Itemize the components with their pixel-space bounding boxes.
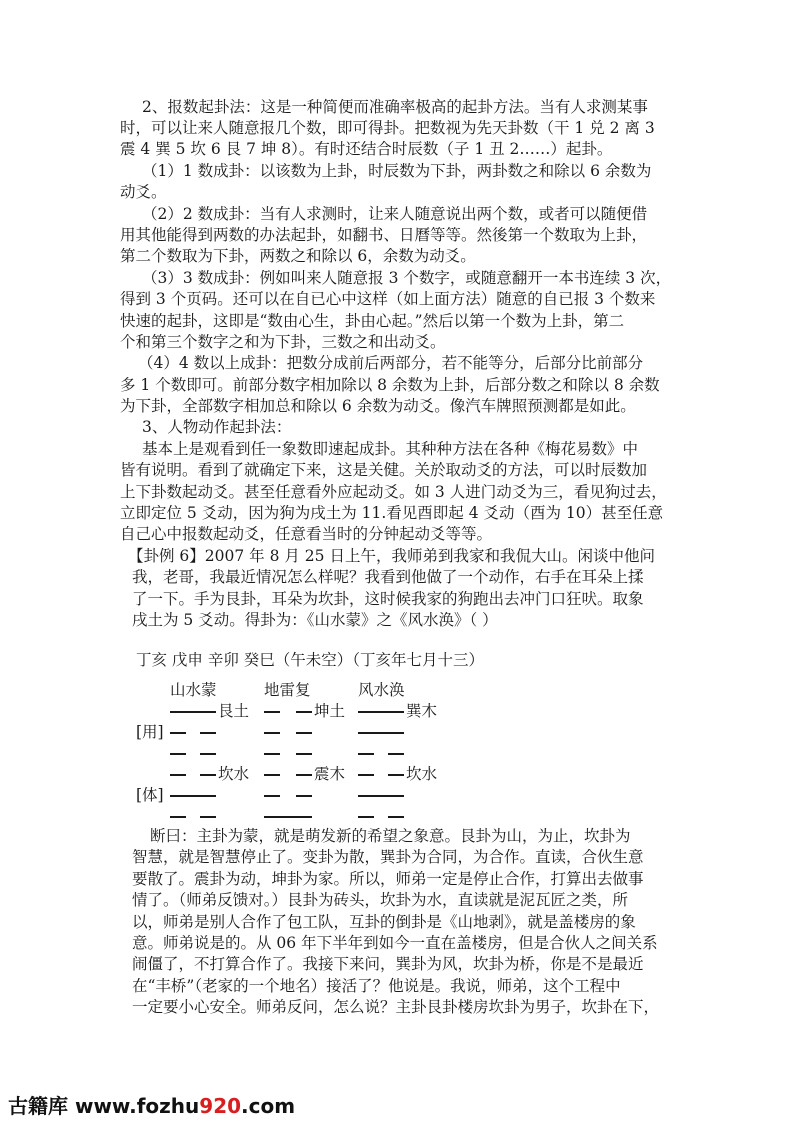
yin-line <box>170 753 186 755</box>
yang-line <box>170 795 216 797</box>
yin-line <box>358 774 374 776</box>
text-line: 闹僵了，不打算合作了。我接下来问，巽卦为风，坎卦为桥，你是不是最近 <box>132 955 644 973</box>
text-line: 得到 3 个页码。还可以在自已心中这样（如上面方法）随意的自已报 3 个数来 <box>120 290 656 308</box>
text-line: 断曰：主卦为蒙，就是萌发新的希望之象意。艮卦为山，为止，坎卦为 <box>150 827 631 845</box>
yin-line <box>296 753 312 755</box>
yin-line <box>358 753 374 755</box>
text-line: （3）3 数成卦：例如叫来人随意报 3 个数字，或随意翻开一本书连续 3 次， <box>142 269 672 287</box>
trigram-label: 震木 <box>314 765 346 783</box>
hexagram-name: 山水蒙 <box>170 681 217 699</box>
text-line: 情了。（师弟反馈对。）艮卦为砖头，坎卦为水，直读就是泥瓦匠之类，所 <box>132 891 629 909</box>
trigram-label: 艮土 <box>218 702 250 720</box>
yin-line <box>296 711 312 713</box>
yin-line <box>388 774 404 776</box>
yin-line <box>200 774 216 776</box>
yang-line <box>358 795 404 797</box>
text-line: 立即定位 5 爻动，因为狗为戌土为 11.看见酉即起 4 爻动（酉为 10）甚至任意 <box>120 504 664 522</box>
text-line: 皆有说明。看到了就确定下来，这是关健。关於取动爻的方法，可以时辰数加 <box>120 461 648 479</box>
ti-marker: [体] <box>136 786 164 804</box>
yin-line <box>200 816 216 818</box>
trigram-label: 坎水 <box>218 765 250 783</box>
yin-line <box>296 732 312 734</box>
text-line: （4）4 数以上成卦：把数分成前后两部分，若不能等分，后部分比前部分 <box>138 354 644 372</box>
yin-line <box>200 732 216 734</box>
site-url-prefix: www.fozhu <box>74 1094 200 1118</box>
text-line: 戌土为 5 爻动。得卦为：《山水蒙》之《风水涣》（ ） <box>132 611 498 629</box>
text-line: 时，可以让来人随意报几个数，即可得卦。把数视为先天卦数（干 1 兑 2 离 3 <box>120 119 655 137</box>
yang-line <box>264 816 312 818</box>
text-line: 动爻。 <box>120 183 167 201</box>
text-line: 意。师弟说是的。从 06 年下半年到如今一直在盖楼房，但是合伙人之间关系 <box>132 934 658 952</box>
site-watermark[interactable] <box>8 1090 295 1119</box>
yin-line <box>296 795 312 797</box>
text-line: 个和第三个数字之和为下卦，三数之和出动爻。 <box>120 333 446 351</box>
ganzhi-line: 丁亥 戊申 辛卯 癸巳（午未空）（丁亥年七月十三） <box>136 651 485 669</box>
yang-line <box>358 711 404 713</box>
site-url-suffix: .com <box>241 1094 296 1118</box>
text-line: 用其他能得到两数的办法起卦，如翻书、日曆等等。然後第一个数取为上卦， <box>120 226 648 244</box>
text-line: 自己心中报数起动爻，任意看当时的分钟起动爻等等。 <box>120 525 493 543</box>
section-heading: 3、人物动作起卦法： <box>142 418 292 436</box>
text-line: 我，老哥，我最近情况怎么样呢？我看到他做了一个动作，右手在耳朵上揉 <box>132 568 644 586</box>
hexagram-name: 风水涣 <box>358 681 405 699</box>
trigram-label: 坤土 <box>314 702 346 720</box>
text-line: 第二个数取为下卦，两数之和除以 6，余数为动爻。 <box>120 247 476 265</box>
yin-line <box>170 732 186 734</box>
yin-line <box>264 711 280 713</box>
yin-line <box>358 816 374 818</box>
yin-line <box>200 753 216 755</box>
text-line: 为下卦，全部数字相加总和除以 6 余数为动爻。像汽车牌照预测都是如此。 <box>120 397 636 415</box>
yin-line <box>264 795 280 797</box>
text-line: 以，师弟是别人合作了包工队，互卦的倒卦是《山地剥》，就是盖楼房的象 <box>132 913 636 931</box>
text-line: 了一下。手为艮卦，耳朵为坎卦，这时候我家的狗跑出去冲门口狂吠。取象 <box>132 590 644 608</box>
yin-line <box>170 816 186 818</box>
text-line: 要散了。震卦为动，坤卦为家。所以，师弟一定是停止合作，打算出去做事 <box>132 870 644 888</box>
text-line: 一定要小心安全。师弟反问，怎么说？主卦艮卦楼房坎卦为男子，坎卦在下， <box>132 998 660 1016</box>
text-line: 在“丰桥”（老家的一个地名）接活了？他说是。我说，师弟，这个工程中 <box>132 977 621 995</box>
text-line: 多 1 个数即可。前部分数字相加除以 8 余数为上卦，后部分数之和除以 8 余数 <box>120 376 660 394</box>
yang-line <box>358 732 404 734</box>
site-name: 古籍库 <box>8 1094 68 1118</box>
text-line: 快速的起卦，这即是“数由心生，卦由心起。”然后以第一个数为上卦，第二 <box>120 312 625 330</box>
site-url-number: 920 <box>199 1094 242 1118</box>
text-line: （1）1 数成卦：以该数为上卦，时辰数为下卦，两卦数之和除以 6 余数为 <box>142 162 652 180</box>
yong-marker: [用] <box>136 723 164 741</box>
yin-line <box>388 816 404 818</box>
text-line: 智慧，就是智慧停止了。变卦为散，巽卦为合同，为合作。直读，合伙生意 <box>132 848 644 866</box>
hexagram-name: 地雷复 <box>264 681 311 699</box>
yin-line <box>264 753 280 755</box>
text-line: 震 4 巽 5 坎 6 艮 7 坤 8）。有时还结合时辰数（子 1 丑 2……）起卦。 <box>120 140 613 158</box>
trigram-label: 巽木 <box>406 702 438 720</box>
yin-line <box>388 753 404 755</box>
yin-line <box>296 774 312 776</box>
trigram-label: 坎水 <box>406 765 438 783</box>
text-line: 基本上是观看到任一象数即速起成卦。其种种方法在各种《梅花易数》中 <box>142 440 639 458</box>
yang-line <box>170 711 216 713</box>
text-line: 2、报数起卦法：这是一种简便而准确率极高的起卦方法。当有人求测某事 <box>142 98 648 116</box>
yin-line <box>170 774 186 776</box>
example-heading: 【卦例 6】2007 年 8 月 25 日上午，我师弟到我家和我侃大山。闲谈中他问 <box>128 547 655 565</box>
text-line: 上下卦数起动爻。甚至任意看外应起动爻。如 3 人进门动爻为三，看见狗过去， <box>120 483 667 501</box>
text-line: （2）2 数成卦：当有人求测时，让来人随意说出两个数，或者可以随便借 <box>142 205 648 223</box>
yin-line <box>264 774 280 776</box>
yin-line <box>264 732 280 734</box>
